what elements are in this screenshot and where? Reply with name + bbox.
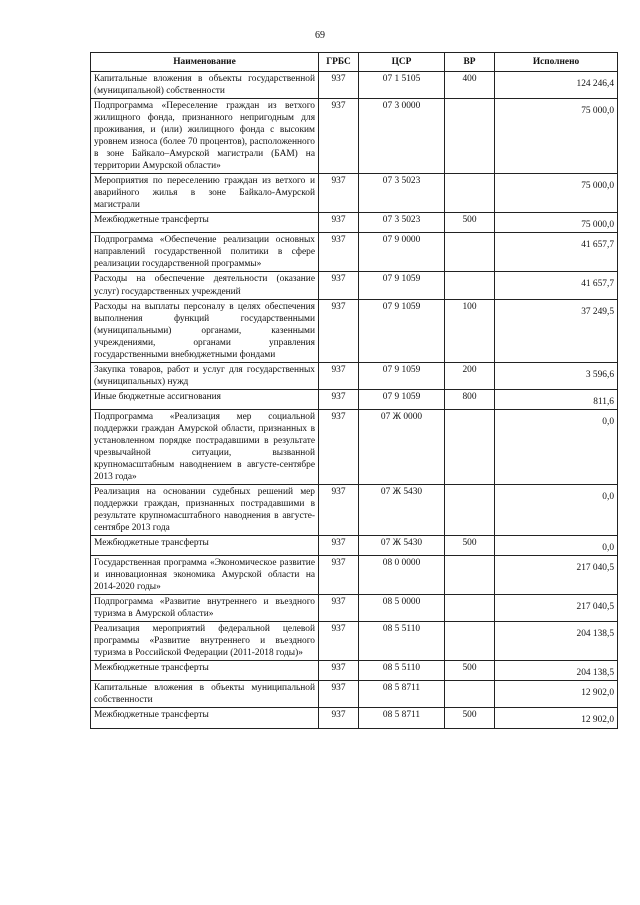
header-csr: ЦСР [359, 53, 445, 72]
row-name-cell: Межбюджетные трансферты [91, 213, 319, 233]
row-grbs-cell: 937 [319, 409, 359, 484]
row-grbs-cell: 937 [319, 556, 359, 595]
row-grbs-cell: 937 [319, 595, 359, 622]
row-name-cell: Межбюджетные трансферты [91, 536, 319, 556]
row-vr-cell: 500 [445, 708, 495, 728]
row-csr-cell: 07 9 1059 [359, 389, 445, 409]
row-grbs-cell: 937 [319, 299, 359, 362]
table-row [91, 661, 618, 681]
row-vr-cell [445, 99, 495, 174]
header-name: Наименование [91, 53, 319, 72]
row-amount-cell: 37 249,5 [495, 299, 618, 362]
row-grbs-cell: 937 [319, 233, 359, 272]
page-number: 69 [315, 30, 325, 41]
row-grbs-cell: 937 [319, 362, 359, 389]
row-amount-cell: 75 000,0 [495, 213, 618, 233]
row-grbs-cell: 937 [319, 99, 359, 174]
row-name-cell: Государственная программа «Экономическое развитие и инновационная экономика Амурской области на 2014-2020 годы» [91, 556, 319, 595]
row-csr-cell: 07 9 1059 [359, 299, 445, 362]
header-vr: ВР [445, 53, 495, 72]
row-csr-cell: 07 9 0000 [359, 233, 445, 272]
row-csr-cell: 08 5 5110 [359, 661, 445, 681]
table-row [91, 622, 618, 661]
row-csr-cell: 07 Ж 5430 [359, 536, 445, 556]
row-vr-cell: 500 [445, 536, 495, 556]
table-row [91, 213, 618, 233]
row-grbs-cell: 937 [319, 272, 359, 299]
row-vr-cell [445, 174, 495, 213]
budget-table [90, 52, 618, 729]
row-csr-cell: 07 3 5023 [359, 213, 445, 233]
row-grbs-cell: 937 [319, 484, 359, 535]
row-name-cell: Межбюджетные трансферты [91, 661, 319, 681]
header-executed: Исполнено [495, 53, 618, 72]
row-amount-cell: 41 657,7 [495, 272, 618, 299]
row-csr-cell: 07 9 1059 [359, 272, 445, 299]
table-row [91, 595, 618, 622]
row-amount-cell: 3 596,6 [495, 362, 618, 389]
row-amount-cell: 12 902,0 [495, 708, 618, 728]
table-row [91, 484, 618, 535]
row-grbs-cell: 937 [319, 622, 359, 661]
row-amount-cell: 217 040,5 [495, 595, 618, 622]
row-vr-cell: 500 [445, 661, 495, 681]
row-vr-cell [445, 233, 495, 272]
row-grbs-cell: 937 [319, 708, 359, 728]
row-name-cell: Расходы на обеспечение деятельности (оказание услуг) государственных учреждений [91, 272, 319, 299]
row-grbs-cell: 937 [319, 661, 359, 681]
row-grbs-cell: 937 [319, 174, 359, 213]
row-amount-cell: 41 657,7 [495, 233, 618, 272]
row-amount-cell: 0,0 [495, 484, 618, 535]
row-vr-cell: 500 [445, 213, 495, 233]
row-amount-cell: 75 000,0 [495, 99, 618, 174]
row-grbs-cell: 937 [319, 389, 359, 409]
row-csr-cell: 07 3 5023 [359, 174, 445, 213]
table-row [91, 72, 618, 99]
row-name-cell: Капитальные вложения в объекты государственной (муниципальной) собственности [91, 72, 319, 99]
row-amount-cell: 12 902,0 [495, 681, 618, 708]
table-row [91, 174, 618, 213]
row-amount-cell: 204 138,5 [495, 661, 618, 681]
table-header-row [91, 53, 618, 72]
row-vr-cell [445, 272, 495, 299]
row-csr-cell: 08 0 0000 [359, 556, 445, 595]
row-name-cell: Подпрограмма «Реализация мер социальной поддержки граждан Амурской области, признанных в установленном порядке пострадавшими в результате чрезвычайной ситуации, вызванной крупномасштабным наводнением в августе-сентябре 2013 года» [91, 409, 319, 484]
row-vr-cell [445, 622, 495, 661]
row-grbs-cell: 937 [319, 681, 359, 708]
row-csr-cell: 07 1 5105 [359, 72, 445, 99]
row-name-cell: Иные бюджетные ассигнования [91, 389, 319, 409]
row-amount-cell: 204 138,5 [495, 622, 618, 661]
table-row [91, 409, 618, 484]
row-name-cell: Реализация на основании судебных решений мер поддержки граждан, признанных пострадавшими в результате крупномасштабного наводнения в августе-сентябре 2013 года [91, 484, 319, 535]
table-row [91, 362, 618, 389]
row-name-cell: Реализация мероприятий федеральной целевой программы «Развитие внутреннего и въездного туризма в Российской Федерации (2011-2018 годы)» [91, 622, 319, 661]
row-csr-cell: 07 9 1059 [359, 362, 445, 389]
table-row [91, 556, 618, 595]
table-row [91, 99, 618, 174]
row-vr-cell: 800 [445, 389, 495, 409]
row-vr-cell: 200 [445, 362, 495, 389]
row-name-cell: Капитальные вложения в объекты муниципальной собственности [91, 681, 319, 708]
row-amount-cell: 0,0 [495, 536, 618, 556]
row-grbs-cell: 937 [319, 536, 359, 556]
row-amount-cell: 75 000,0 [495, 174, 618, 213]
table-row [91, 389, 618, 409]
row-name-cell: Подпрограмма «Переселение граждан из ветхого жилищного фонда, признанного непригодным для проживания, и (или) жилищного фонда с высоким уровнем износа (более 70 процентов), расположенного в зоне Байкало–Амурской магистрали (БАМ) на территории Амурской области» [91, 99, 319, 174]
table-row [91, 233, 618, 272]
row-amount-cell: 124 246,4 [495, 72, 618, 99]
row-vr-cell [445, 484, 495, 535]
table-body [91, 72, 618, 729]
row-csr-cell: 07 Ж 5430 [359, 484, 445, 535]
header-grbs: ГРБС [319, 53, 359, 72]
row-name-cell: Межбюджетные трансферты [91, 708, 319, 728]
row-vr-cell [445, 409, 495, 484]
row-csr-cell: 08 5 0000 [359, 595, 445, 622]
table-row [91, 708, 618, 728]
row-vr-cell [445, 556, 495, 595]
row-csr-cell: 08 5 8711 [359, 681, 445, 708]
table-row [91, 536, 618, 556]
row-vr-cell [445, 681, 495, 708]
row-name-cell: Мероприятия по переселению граждан из ветхого и аварийного жилья в зоне Байкало-Амурской магистрали [91, 174, 319, 213]
row-amount-cell: 811,6 [495, 389, 618, 409]
row-name-cell: Закупка товаров, работ и услуг для государственных (муниципальных) нужд [91, 362, 319, 389]
table-row [91, 299, 618, 362]
row-amount-cell: 0,0 [495, 409, 618, 484]
row-amount-cell: 217 040,5 [495, 556, 618, 595]
row-vr-cell [445, 595, 495, 622]
row-csr-cell: 07 3 0000 [359, 99, 445, 174]
row-name-cell: Подпрограмма «Развитие внутреннего и въездного туризма в Амурской области» [91, 595, 319, 622]
row-csr-cell: 07 Ж 0000 [359, 409, 445, 484]
row-csr-cell: 08 5 5110 [359, 622, 445, 661]
row-csr-cell: 08 5 8711 [359, 708, 445, 728]
row-vr-cell: 400 [445, 72, 495, 99]
row-name-cell: Подпрограмма «Обеспечение реализации основных направлений государственной политики в сфере реализации государственной программы» [91, 233, 319, 272]
table-row [91, 681, 618, 708]
row-grbs-cell: 937 [319, 213, 359, 233]
table-row [91, 272, 618, 299]
row-grbs-cell: 937 [319, 72, 359, 99]
row-name-cell: Расходы на выплаты персоналу в целях обеспечения выполнения функций государственными (муниципальными) органами, казенными учреждениями, органами управления государственными внебюджетными фондами [91, 299, 319, 362]
row-vr-cell: 100 [445, 299, 495, 362]
